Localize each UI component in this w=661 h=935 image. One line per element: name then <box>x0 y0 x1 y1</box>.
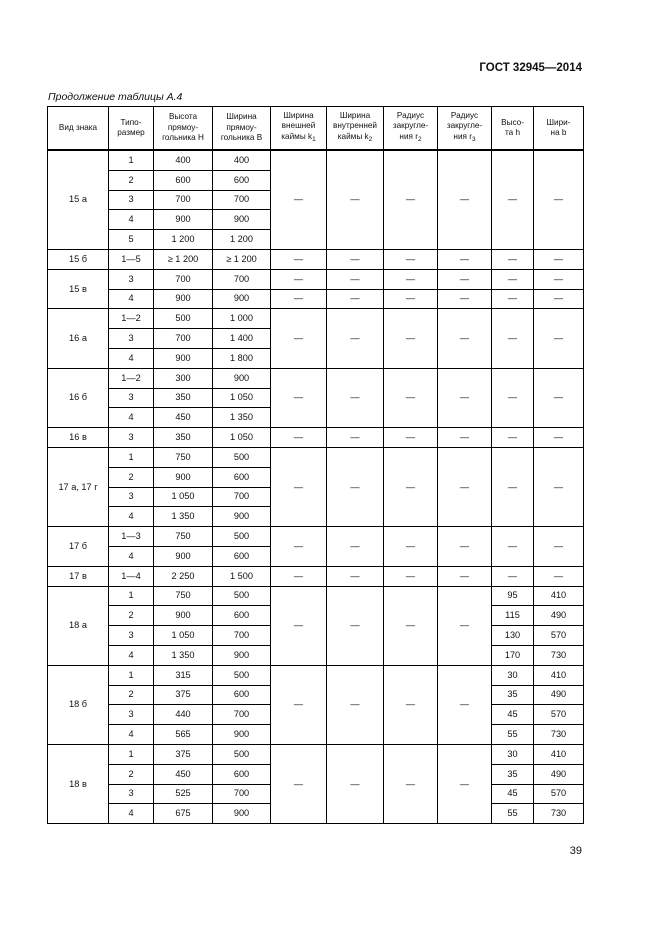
height-H-cell: 900 <box>154 546 213 566</box>
column-header-text: размер <box>117 128 145 137</box>
dash-cell: — <box>438 428 492 448</box>
table-row <box>48 249 584 269</box>
column-header-text: прямоу- <box>167 122 199 132</box>
width-B-cell: 400 <box>213 150 271 170</box>
dash-cell: — <box>327 368 384 427</box>
column-header-subscript: 3 <box>471 135 476 143</box>
dash-cell: — <box>384 249 438 269</box>
width-B-cell: 1 400 <box>213 329 271 349</box>
width-B-cell: 1 500 <box>213 566 271 586</box>
dash-cell: — <box>534 289 584 309</box>
sign-type-cell: 18 а <box>48 586 109 665</box>
column-header-text: закругле- <box>446 121 483 131</box>
size-cell: 4 <box>109 645 154 665</box>
dash-cell: — <box>534 566 584 586</box>
size-cell: 3 <box>109 388 154 408</box>
height-h-cell: 30 <box>492 744 534 764</box>
size-cell: 3 <box>109 428 154 448</box>
dash-cell: — <box>327 447 384 526</box>
size-cell: 1 <box>109 744 154 764</box>
column-header-text: Высота <box>168 112 198 122</box>
height-H-cell: 350 <box>154 428 213 448</box>
height-H-cell: 400 <box>154 150 213 170</box>
column-header <box>534 107 584 151</box>
table-row <box>48 665 584 685</box>
dash-cell: — <box>492 150 534 249</box>
size-cell: 1 <box>109 586 154 606</box>
width-B-cell: 1 800 <box>213 348 271 368</box>
dash-cell: — <box>438 566 492 586</box>
dash-cell: — <box>271 744 327 823</box>
column-header-text: гольника H <box>162 133 204 143</box>
dash-cell: — <box>271 249 327 269</box>
width-B-cell: 600 <box>213 685 271 705</box>
height-H-cell: 350 <box>154 388 213 408</box>
sign-type-cell: 17 в <box>48 566 109 586</box>
dash-cell: — <box>271 566 327 586</box>
size-cell: 4 <box>109 348 154 368</box>
height-H-cell: 700 <box>154 269 213 289</box>
width-B-cell: 600 <box>213 606 271 626</box>
column-header-text: прямоу- <box>226 122 257 132</box>
table-header-row <box>48 107 584 151</box>
dash-cell: — <box>327 665 384 744</box>
column-header-text: ния r <box>453 131 472 141</box>
height-H-cell: 700 <box>154 329 213 349</box>
height-H-cell: 450 <box>154 408 213 428</box>
dash-cell: — <box>438 150 492 249</box>
sign-type-cell: 15 а <box>48 150 109 249</box>
size-cell: 2 <box>109 764 154 784</box>
dash-cell: — <box>384 566 438 586</box>
sign-type-cell: 16 а <box>48 309 109 368</box>
dash-cell: — <box>438 289 492 309</box>
width-B-cell: 600 <box>213 467 271 487</box>
height-H-cell: 500 <box>154 309 213 329</box>
column-header <box>438 107 492 151</box>
size-cell: 4 <box>109 546 154 566</box>
dash-cell: — <box>327 527 384 567</box>
column-header-text: Ширина <box>339 110 371 120</box>
column-header-text: Высо- <box>501 117 524 127</box>
height-H-cell: 600 <box>154 170 213 190</box>
dash-cell: — <box>384 309 438 368</box>
column-header-subscript: 2 <box>417 135 422 143</box>
height-H-cell: 1 200 <box>154 230 213 250</box>
dash-cell: — <box>492 447 534 526</box>
height-H-cell: 300 <box>154 368 213 388</box>
size-cell: 3 <box>109 626 154 646</box>
width-b-cell: 730 <box>534 725 584 745</box>
width-B-cell: 900 <box>213 645 271 665</box>
width-B-cell: 900 <box>213 289 271 309</box>
size-cell: 1—3 <box>109 527 154 547</box>
width-B-cell: 500 <box>213 527 271 547</box>
dash-cell: — <box>327 269 384 289</box>
dash-cell: — <box>327 249 384 269</box>
column-header-text: Ширина <box>283 110 314 120</box>
width-B-cell: 700 <box>213 487 271 507</box>
column-header-text: Ширина <box>226 112 257 122</box>
dash-cell: — <box>271 309 327 368</box>
height-H-cell: 375 <box>154 685 213 705</box>
column-header-text: закругле- <box>392 121 429 131</box>
dash-cell: — <box>492 428 534 448</box>
height-h-cell: 35 <box>492 685 534 705</box>
data-table <box>47 106 584 824</box>
dash-cell: — <box>438 586 492 665</box>
height-h-cell: 95 <box>492 586 534 606</box>
height-H-cell: 900 <box>154 289 213 309</box>
height-H-cell: 440 <box>154 705 213 725</box>
width-B-cell: 500 <box>213 665 271 685</box>
width-B-cell: 900 <box>213 725 271 745</box>
dash-cell: — <box>271 527 327 567</box>
dash-cell: — <box>271 368 327 427</box>
dash-cell: — <box>492 289 534 309</box>
width-B-cell: 600 <box>213 764 271 784</box>
column-header-text: Радиус <box>396 110 425 120</box>
height-H-cell: 1 350 <box>154 507 213 527</box>
column-header <box>492 107 534 151</box>
size-cell: 3 <box>109 329 154 349</box>
height-H-cell: 2 250 <box>154 566 213 586</box>
dash-cell: — <box>492 566 534 586</box>
size-cell: 2 <box>109 170 154 190</box>
width-b-cell: 570 <box>534 784 584 804</box>
dash-cell: — <box>271 586 327 665</box>
dash-cell: — <box>438 665 492 744</box>
dash-cell: — <box>534 447 584 526</box>
dash-cell: — <box>534 249 584 269</box>
width-b-cell: 490 <box>534 606 584 626</box>
table-row <box>48 447 584 467</box>
size-cell: 4 <box>109 804 154 824</box>
width-B-cell: 500 <box>213 586 271 606</box>
dash-cell: — <box>534 150 584 249</box>
column-header-text: каймы k <box>281 131 313 141</box>
height-H-cell: 1 050 <box>154 626 213 646</box>
dash-cell: — <box>534 368 584 427</box>
dash-cell: — <box>327 289 384 309</box>
height-H-cell: 900 <box>154 348 213 368</box>
dash-cell: — <box>327 309 384 368</box>
dash-cell: — <box>384 586 438 665</box>
size-cell: 3 <box>109 487 154 507</box>
size-cell: 2 <box>109 467 154 487</box>
width-B-cell: 700 <box>213 269 271 289</box>
width-B-cell: 600 <box>213 170 271 190</box>
size-cell: 4 <box>109 210 154 230</box>
table-row <box>48 309 584 329</box>
height-H-cell: 900 <box>154 606 213 626</box>
table-row <box>48 428 584 448</box>
column-header <box>271 107 327 151</box>
height-H-cell: 750 <box>154 527 213 547</box>
height-H-cell: ≥ 1 200 <box>154 249 213 269</box>
height-H-cell: 375 <box>154 744 213 764</box>
width-B-cell: 900 <box>213 804 271 824</box>
height-H-cell: 750 <box>154 586 213 606</box>
sign-type-cell: 18 в <box>48 744 109 823</box>
height-H-cell: 525 <box>154 784 213 804</box>
height-h-cell: 55 <box>492 804 534 824</box>
column-header-text: гольника B <box>220 133 263 143</box>
table-row <box>48 527 584 547</box>
table-caption: Продолжение таблицы А.4 <box>48 91 183 103</box>
width-b-cell: 570 <box>534 626 584 646</box>
height-h-cell: 45 <box>492 784 534 804</box>
dash-cell: — <box>384 428 438 448</box>
size-cell: 1 <box>109 150 154 170</box>
dash-cell: — <box>492 309 534 368</box>
size-cell: 4 <box>109 408 154 428</box>
height-H-cell: 900 <box>154 467 213 487</box>
sign-type-cell: 17 а, 17 г <box>48 447 109 526</box>
dash-cell: — <box>271 289 327 309</box>
width-b-cell: 730 <box>534 645 584 665</box>
width-B-cell: 900 <box>213 507 271 527</box>
size-cell: 3 <box>109 269 154 289</box>
width-B-cell: 900 <box>213 210 271 230</box>
dash-cell: — <box>384 289 438 309</box>
height-h-cell: 45 <box>492 705 534 725</box>
column-header-text: Типо- <box>120 117 142 127</box>
dash-cell: — <box>327 586 384 665</box>
height-H-cell: 450 <box>154 764 213 784</box>
height-H-cell: 675 <box>154 804 213 824</box>
width-B-cell: 700 <box>213 705 271 725</box>
width-b-cell: 410 <box>534 665 584 685</box>
width-b-cell: 410 <box>534 744 584 764</box>
table-row <box>48 566 584 586</box>
sign-type-cell: 18 б <box>48 665 109 744</box>
width-B-cell: 1 350 <box>213 408 271 428</box>
size-cell: 3 <box>109 190 154 210</box>
size-cell: 1—2 <box>109 368 154 388</box>
column-header-text: ния r <box>399 131 418 141</box>
column-header <box>109 107 154 151</box>
dash-cell: — <box>438 447 492 526</box>
table-row <box>48 368 584 388</box>
size-cell: 4 <box>109 289 154 309</box>
dash-cell: — <box>534 428 584 448</box>
page-number: 39 <box>569 845 582 857</box>
width-B-cell: 900 <box>213 368 271 388</box>
dash-cell: — <box>438 269 492 289</box>
height-h-cell: 30 <box>492 665 534 685</box>
dash-cell: — <box>534 309 584 368</box>
column-header <box>213 107 271 151</box>
dash-cell: — <box>384 447 438 526</box>
table-row <box>48 744 584 764</box>
width-b-cell: 490 <box>534 685 584 705</box>
dash-cell: — <box>271 447 327 526</box>
column-header <box>154 107 213 151</box>
size-cell: 3 <box>109 784 154 804</box>
width-B-cell: 500 <box>213 744 271 764</box>
width-b-cell: 570 <box>534 705 584 725</box>
dash-cell: — <box>492 269 534 289</box>
height-H-cell: 1 050 <box>154 487 213 507</box>
dash-cell: — <box>271 269 327 289</box>
dash-cell: — <box>438 249 492 269</box>
width-B-cell: 700 <box>213 626 271 646</box>
dash-cell: — <box>384 150 438 249</box>
dash-cell: — <box>327 150 384 249</box>
size-cell: 1—4 <box>109 566 154 586</box>
height-H-cell: 700 <box>154 190 213 210</box>
height-H-cell: 565 <box>154 725 213 745</box>
width-B-cell: 1 050 <box>213 428 271 448</box>
dash-cell: — <box>384 269 438 289</box>
table-row <box>48 150 584 170</box>
column-header-subscript: 2 <box>368 135 373 143</box>
width-B-cell: 1 000 <box>213 309 271 329</box>
dash-cell: — <box>271 150 327 249</box>
table-row <box>48 586 584 606</box>
dash-cell: — <box>438 309 492 368</box>
column-header <box>48 107 109 151</box>
dash-cell: — <box>438 744 492 823</box>
width-B-cell: 600 <box>213 546 271 566</box>
height-h-cell: 55 <box>492 725 534 745</box>
column-header-text: каймы k <box>337 131 369 141</box>
dash-cell: — <box>492 527 534 567</box>
width-B-cell: ≥ 1 200 <box>213 249 271 269</box>
column-header <box>327 107 384 151</box>
size-cell: 1 <box>109 665 154 685</box>
column-header-text: та h <box>504 128 521 137</box>
size-cell: 1 <box>109 447 154 467</box>
document-header: ГОСТ 32945—2014 <box>479 62 582 74</box>
width-b-cell: 410 <box>534 586 584 606</box>
dash-cell: — <box>384 665 438 744</box>
size-cell: 4 <box>109 725 154 745</box>
height-H-cell: 750 <box>154 447 213 467</box>
size-cell: 1—2 <box>109 309 154 329</box>
size-cell: 2 <box>109 685 154 705</box>
sign-type-cell: 15 в <box>48 269 109 309</box>
height-h-cell: 170 <box>492 645 534 665</box>
column-header-text: Шири- <box>546 117 571 127</box>
height-H-cell: 1 350 <box>154 645 213 665</box>
dash-cell: — <box>534 527 584 567</box>
sign-type-cell: 17 б <box>48 527 109 567</box>
height-H-cell: 900 <box>154 210 213 230</box>
width-b-cell: 730 <box>534 804 584 824</box>
dash-cell: — <box>492 249 534 269</box>
dash-cell: — <box>271 665 327 744</box>
height-h-cell: 130 <box>492 626 534 646</box>
height-H-cell: 315 <box>154 665 213 685</box>
dash-cell: — <box>271 428 327 448</box>
table-row <box>48 289 584 309</box>
dash-cell: — <box>327 428 384 448</box>
width-B-cell: 1 050 <box>213 388 271 408</box>
dash-cell: — <box>384 527 438 567</box>
column-header-text: внешней <box>281 121 316 131</box>
column-header-subscript: 1 <box>312 135 316 143</box>
table-row <box>48 269 584 289</box>
size-cell: 2 <box>109 606 154 626</box>
column-header <box>384 107 438 151</box>
column-header-text: внутренней <box>333 121 377 131</box>
size-cell: 5 <box>109 230 154 250</box>
size-cell: 1—5 <box>109 249 154 269</box>
sign-type-cell: 16 б <box>48 368 109 427</box>
dash-cell: — <box>492 368 534 427</box>
width-B-cell: 700 <box>213 784 271 804</box>
dash-cell: — <box>384 744 438 823</box>
width-B-cell: 1 200 <box>213 230 271 250</box>
column-header-text: Радиус <box>450 110 479 120</box>
column-header-text: Вид знака <box>58 122 98 132</box>
dash-cell: — <box>438 368 492 427</box>
height-h-cell: 35 <box>492 764 534 784</box>
dash-cell: — <box>384 368 438 427</box>
dash-cell: — <box>438 527 492 567</box>
size-cell: 4 <box>109 507 154 527</box>
width-B-cell: 700 <box>213 190 271 210</box>
dash-cell: — <box>327 566 384 586</box>
width-B-cell: 500 <box>213 447 271 467</box>
dash-cell: — <box>534 269 584 289</box>
width-b-cell: 490 <box>534 764 584 784</box>
sign-type-cell: 16 в <box>48 428 109 448</box>
size-cell: 3 <box>109 705 154 725</box>
sign-type-cell: 15 б <box>48 249 109 269</box>
dash-cell: — <box>327 744 384 823</box>
column-header-text: на b <box>550 128 567 137</box>
height-h-cell: 115 <box>492 606 534 626</box>
